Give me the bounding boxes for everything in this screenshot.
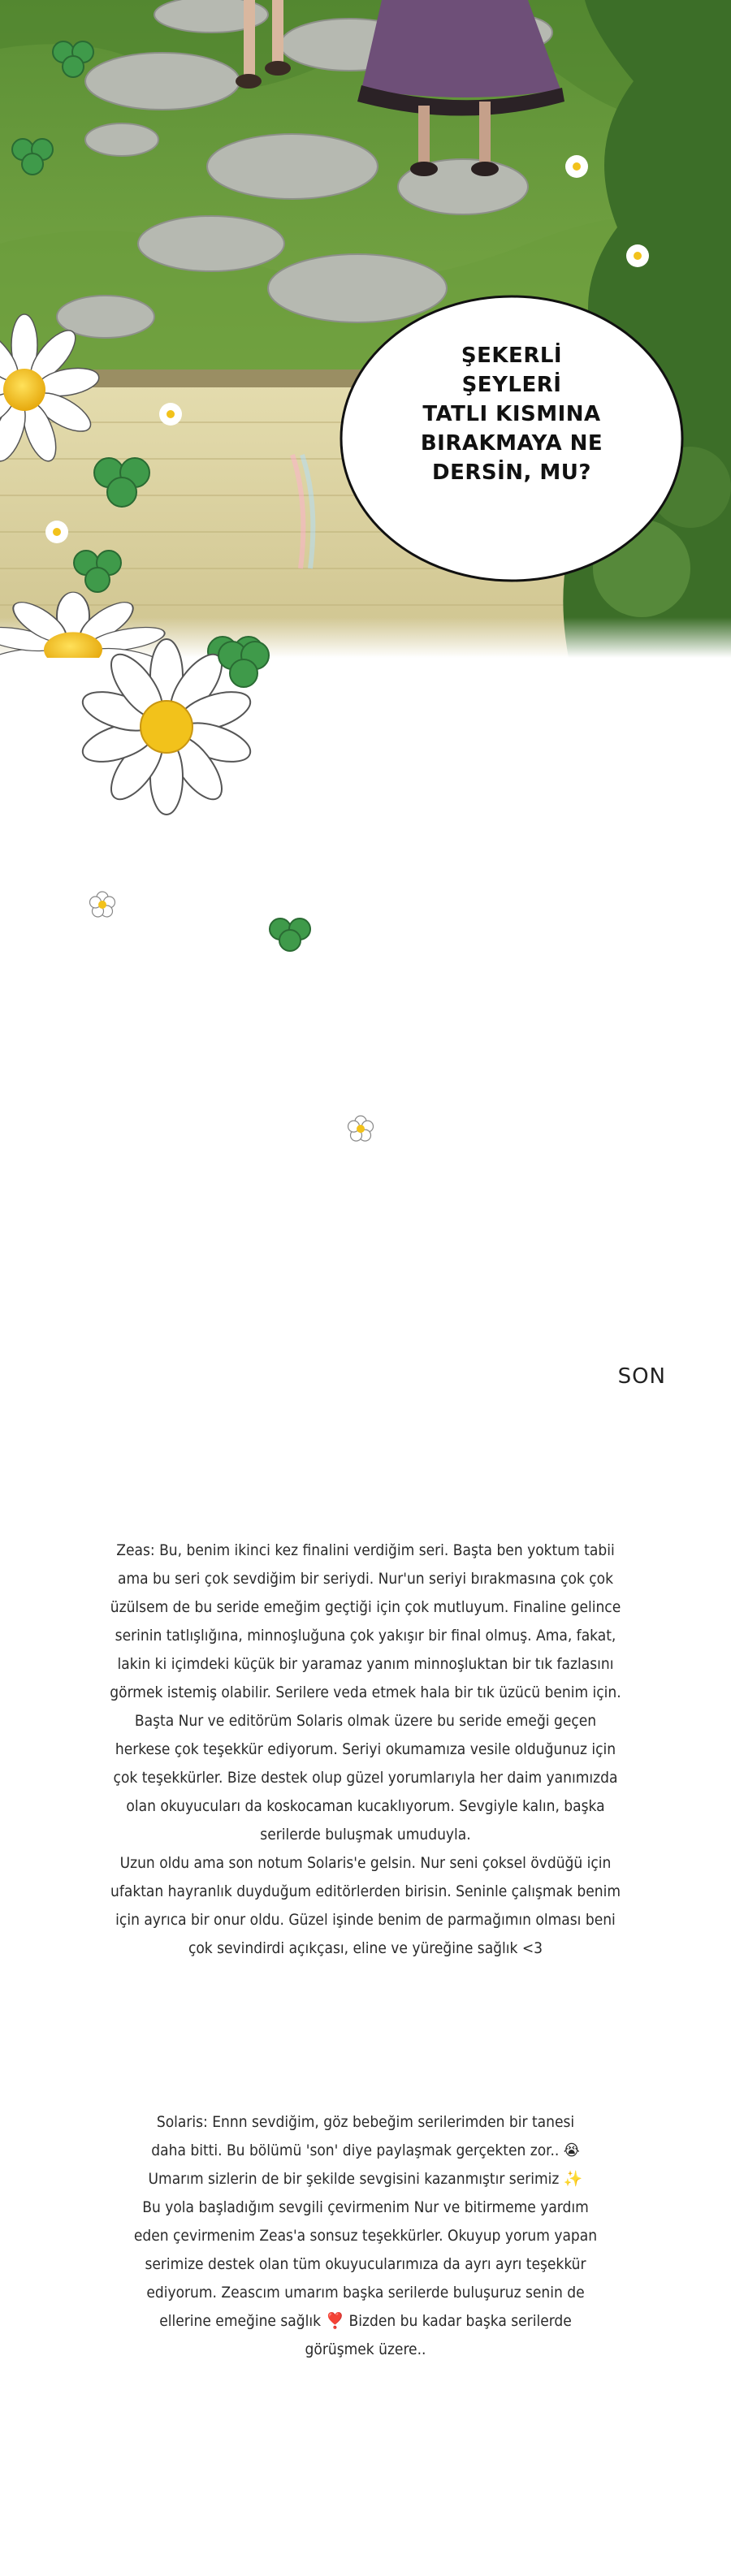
note-line: lakin ki içimdeki küçük bir yaramaz yanım minnoşluktan bir tık fazlasını — [117, 1655, 614, 1673]
note-line: Solaris: Ennn sevdiğim, göz bebeğim serilerimden bir tanesi — [156, 2113, 575, 2131]
note-line: Uzun oldu ama son notum Solaris'e gelsin. Nur seni çoksel övdüğü için — [119, 1854, 612, 1872]
note-line: herkese çok teşekkür ediyorum. Seriyi okumamıza vesile olduğunuz için — [115, 1740, 616, 1758]
note-line: ama bu seri çok sevdiğim bir seriydi. Nur'un seriyi bırakmasına çok çok — [118, 1570, 613, 1588]
note-line: ellerine emeğine sağlık ❣️ Bizden bu kadar başka serilerde — [159, 2312, 572, 2330]
end-label: SON — [617, 1364, 666, 1389]
small-flower-icon — [344, 1113, 377, 1145]
note-line: Başta Nur ve editörüm Solaris olmak üzere bu seride emeği geçen — [134, 1712, 597, 1730]
note-line: görüşmek üzere.. — [305, 2340, 426, 2358]
note-line: eden çevirmenim Zeas'a sonsuz teşekkürler. Okuyup yorum yapan — [133, 2227, 598, 2245]
translator-note-zeas — [81, 1537, 650, 1963]
bubble-line: ŞEKERLİ — [461, 344, 563, 368]
bubble-line: BIRAKMAYA NE — [420, 431, 603, 456]
note-line: için ayrıca bir onur oldu. Güzel işinde benim de parmağımın olması beni — [115, 1911, 616, 1929]
note-line: serilerde buluşmak umuduyla. — [260, 1826, 471, 1843]
note-line: görmek istemiş olabilir. Serilere veda etmek hala bir tık üzücü benim için. — [110, 1683, 621, 1701]
note-line: daha bitti. Bu bölümü 'son' diye paylaşmak gerçekten zor.. 😭 — [151, 2142, 580, 2159]
note-line: ediyorum. Zeascım umarım başka serilerde buluşuruz senin de — [146, 2284, 585, 2302]
bubble-line: DERSİN, MU? — [431, 460, 592, 485]
note-line: üzülsem de bu seride emeğim geçtiği için çok mutluyum. Finaline gelince — [110, 1598, 621, 1616]
note-line: serimize destek olan tüm okuyucularımıza da ayrı ayrı teşekkür — [145, 2255, 586, 2273]
clover-icon — [207, 625, 280, 698]
note-line: serinin tatlışlığına, minnoşluğuna çok yakışır bir final olmuş. Ama, fakat, — [115, 1627, 616, 1645]
garden-illustration — [0, 0, 731, 658]
note-line: Umarım sizlerin de bir şekilde sevgisini kazanmıştır serimiz ✨ — [148, 2170, 583, 2188]
speech-bubble-text — [390, 341, 634, 487]
note-line: çok sevindirdi açıkçası, eline ve yüreğine sağlık <3 — [188, 1939, 543, 1957]
note-line: ufaktan hayranlık duyduğum editörlerden birisin. Seninle çalışmak benim — [110, 1882, 621, 1900]
editor-note-solaris — [81, 2108, 650, 2364]
clover-icon — [262, 908, 318, 957]
bubble-line: TATLI KISMINA — [422, 402, 601, 426]
note-line: Zeas: Bu, benim ikinci kez finalini verdiğim seri. Başta ben yoktum tabii — [116, 1541, 615, 1559]
small-flower-icon — [86, 888, 119, 921]
note-line: Bu yola başladığım sevgili çevirmenim Nur ve bitirmeme yardım — [142, 2198, 589, 2216]
note-line: olan okuyucuları da koskocaman kucaklıyorum. Sevgiyle kalın, başka — [126, 1797, 605, 1815]
comic-panel — [0, 0, 731, 658]
bubble-line: ŞEYLERİ — [461, 373, 562, 397]
note-line: çok teşekkürler. Bize destek olup güzel yorumlarıyla her daim yanımızda — [113, 1769, 618, 1787]
